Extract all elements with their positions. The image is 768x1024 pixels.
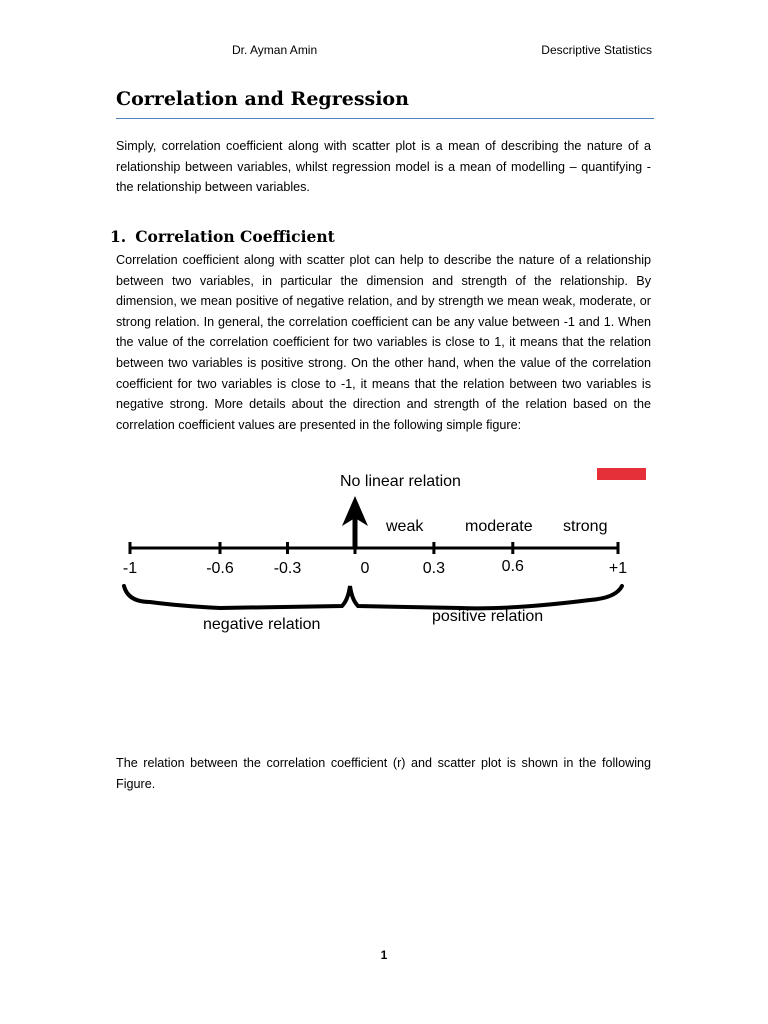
header-course: Descriptive Statistics [541,43,652,57]
negative-relation-label: negative relation [203,616,321,633]
intro-paragraph: Simply, correlation coefficient along with scatter plot is a mean of describing the nature of a relationship between variables, whilst regression model is a mean of modelling – quantifying - the relationship between variables. [116,139,651,195]
moderate-label: moderate [465,518,533,535]
red-marker [597,468,646,480]
section-number: 1. [110,227,127,246]
weak-label: weak [386,518,424,535]
relation-braces [124,586,622,608]
strong-label: strong [563,518,608,535]
positive-relation-label: positive relation [432,608,544,625]
scale-tick-label: 0.6 [501,558,524,575]
relation-paragraph: The relation between the correlation coefficient (r) and scatter plot is shown in the following Figure. [116,756,651,791]
correlation-scale-figure [110,462,670,642]
scale-tick-label: -1 [122,560,138,577]
section-heading [110,227,335,246]
correlation-scale-diagram [110,462,670,642]
header-author: Dr. Ayman Amin [232,43,318,57]
scale-tick-label: -0.6 [206,560,234,577]
title-underline [116,118,654,119]
scale-tick-label: 0 [360,560,370,577]
correlation-paragraph: Correlation coefficient along with scatter plot can help to describe the nature of a relationship between two variables, in particular the dimension and strength of the relationship. By dimension, we mean positive of negative relation, and by strength we mean weak, moderate, or strong relation. In general, the correlation coefficient can be any value between -1 and 1. When the value of the correlation coefficient for two variables is close to 1, it means that the relation between two variables is positive strong. On the other hand, when the value of the correlation coefficient for two variables is close to -1, it means that the relation between two variables is negative strong. More details about the direction and strength of the relation based on the correlation coefficient values are presented in the following simple figure: [116,253,651,432]
scale-tick-label: 0.3 [422,560,446,577]
scale-tick-label: +1 [608,560,628,577]
section-title: Correlation Coefficient [135,227,335,246]
page-title: Correlation and Regression [116,88,409,110]
scale-tick-label: -0.3 [273,560,302,577]
page-number: 1 [380,948,388,962]
no-linear-relation-label: No linear relation [340,473,461,490]
